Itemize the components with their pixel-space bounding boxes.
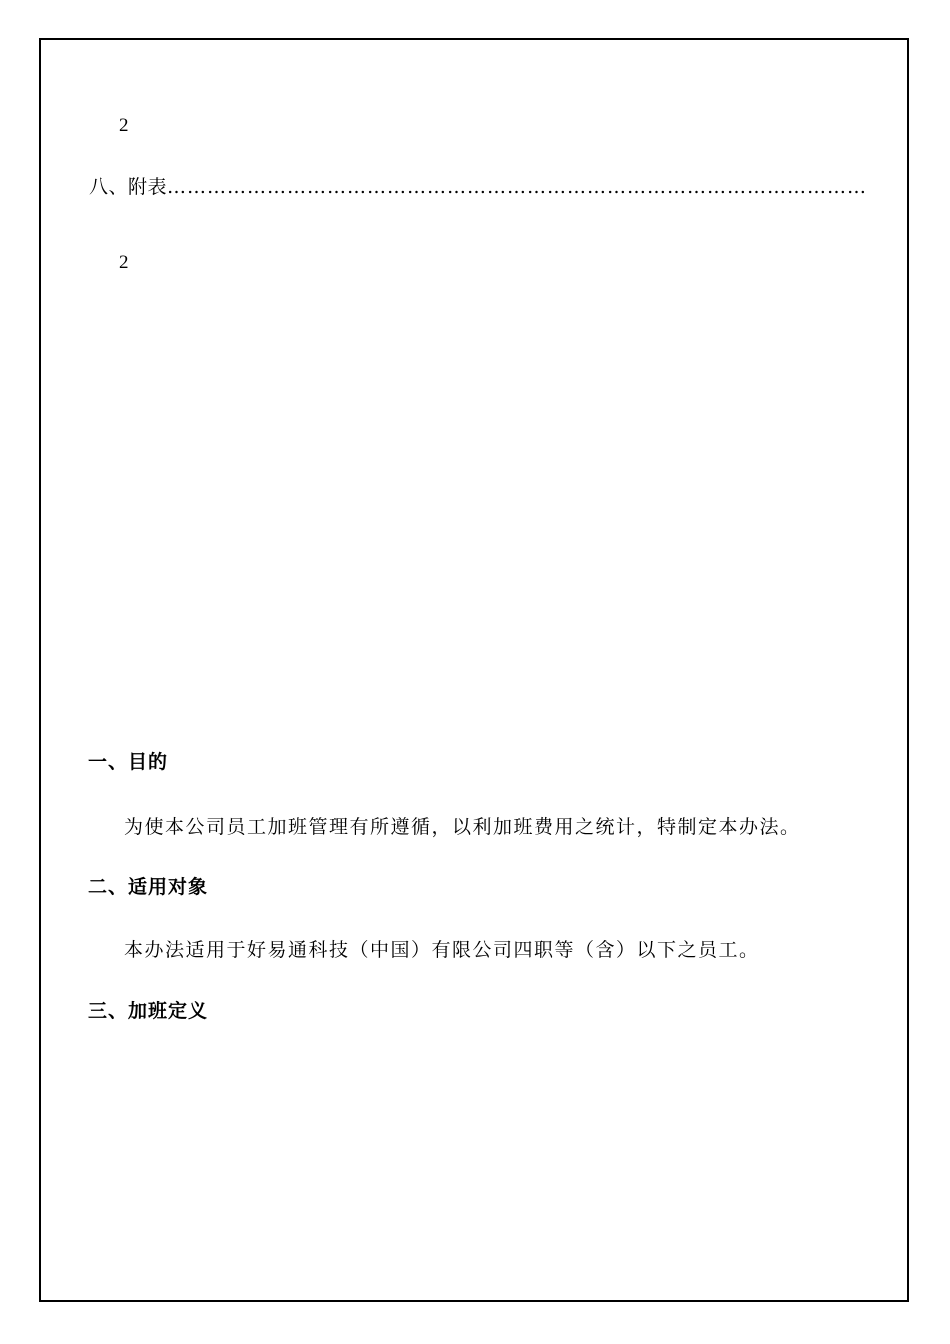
- toc-page-number: 2: [119, 252, 129, 273]
- page-border: [39, 38, 909, 1302]
- toc-entry-label: 八、附表: [89, 176, 168, 198]
- section-body-purpose: 为使本公司员工加班管理有所遵循，以利加班费用之统计，特制定本办法。: [124, 816, 801, 838]
- section-heading-purpose: 一、目的: [88, 751, 169, 773]
- toc-page-number: 2: [119, 115, 129, 136]
- toc-leader-dots: ……………………………………………………………………………………………: [167, 176, 868, 198]
- section-body-scope: 本办法适用于好易通科技（中国）有限公司四职等（含）以下之员工。: [124, 939, 760, 961]
- section-heading-scope: 二、适用对象: [88, 876, 209, 898]
- section-heading-overtime-definition: 三、加班定义: [88, 1000, 209, 1022]
- toc-entry-appendix: [89, 175, 867, 199]
